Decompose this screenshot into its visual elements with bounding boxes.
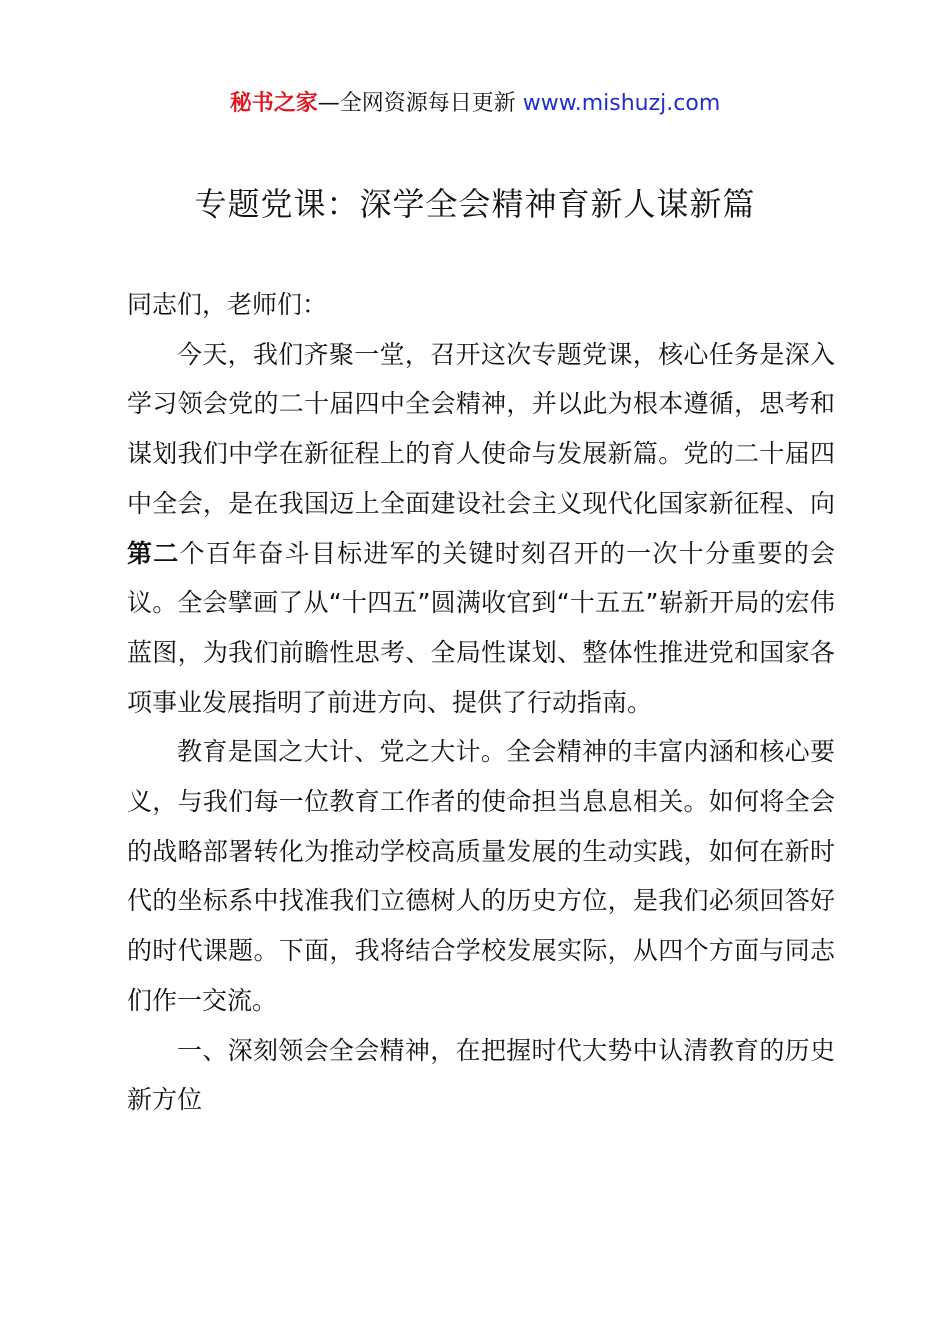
paragraph-intro-part2: 个百年奋斗目标进军的关键时刻召开的一次十分重要的会议。全会擘画了从“十四五”圆满收官到“十五五”崭新开局的宏伟蓝图，为我们前瞻性思考、全局性谋划、整体性推进党和国家各项事业发展指明了前进方向、提供了行动指南。 [127, 538, 835, 717]
site-name: 秘书之家 [229, 91, 318, 116]
salutation: 同志们，老师们： [127, 290, 328, 319]
document-body [127, 280, 835, 1125]
section-heading-1: 一、深刻领会全会精神，在把握时代大势中认清教育的历史新方位 [127, 1035, 835, 1115]
paragraph-education: 教育是国之大计、党之大计。全会精神的丰富内涵和核心要义，与我们每一位教育工作者的使命担当息息相关。如何将全会的战略部署转化为推动学校高质量发展的生动实践，如何在新时代的坐标系中找准我们立德树人的历史方位，是我们必须回答好的时代课题。下面，我将结合学校发展实际，从四个方面与同志们作一交流。 [127, 737, 835, 1015]
paragraph-intro-part1: 今天，我们齐聚一堂，召开这次专题党课，核心任务是深入学习领会党的二十届四中全会精神，并以此为根本遵循，思考和谋划我们中学在新征程上的育人使命与发展新篇。党的二十届四中全会，是在我国迈上全面建设社会主义现代化国家新征程、向 [127, 339, 835, 518]
site-banner [0, 88, 950, 120]
site-tagline: —全网资源每日更新 [317, 91, 523, 116]
paragraph-intro-bold: 第二 [127, 538, 180, 568]
paragraph-intro [127, 330, 835, 728]
site-url-link[interactable]: www.mishuzj.com [522, 91, 721, 116]
document-title: 专题党课：深学全会精神育新人谋新篇 [194, 185, 756, 223]
